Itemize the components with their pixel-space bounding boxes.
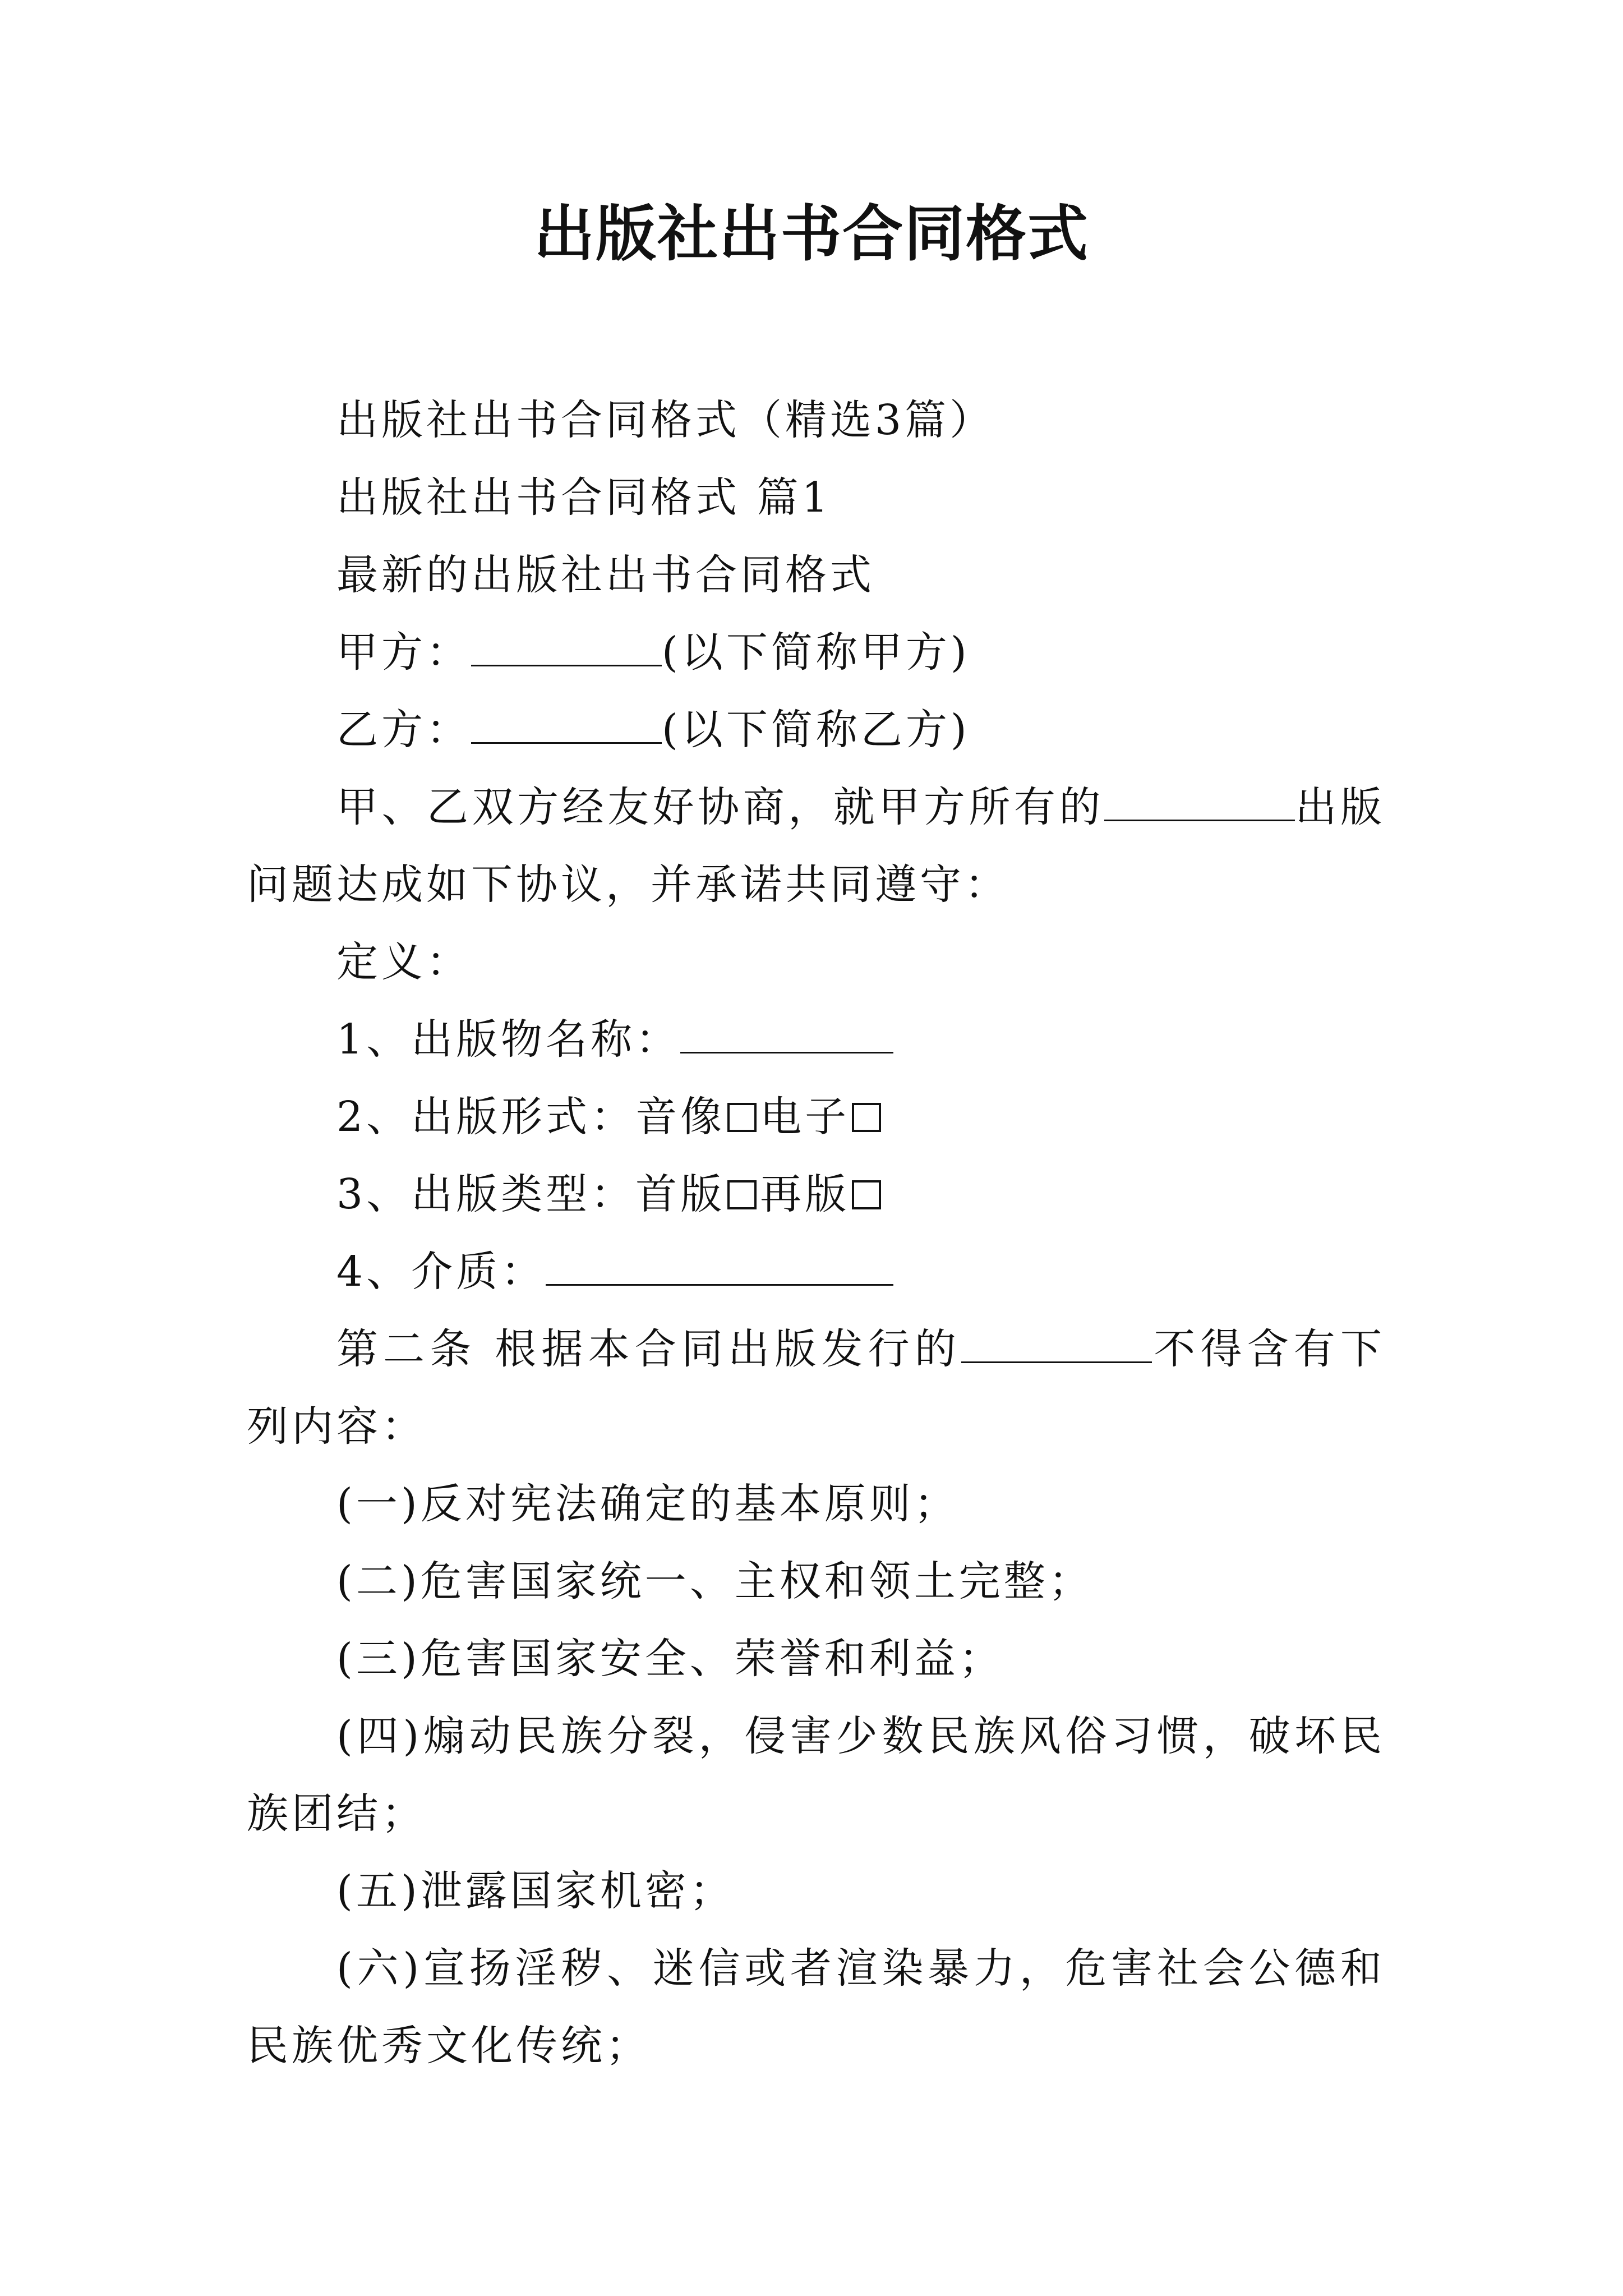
document-body [247, 381, 1385, 2085]
list-item-3: (三)危害国家安全、荣誉和利益； [336, 1635, 1004, 1683]
list-item-2: (二)危害国家统一、主权和领土完整； [336, 1557, 1094, 1605]
medium-label: 4、介质： [336, 1248, 546, 1296]
party-b-note: (以下简称乙方) [662, 706, 970, 754]
electronic-label: 电子 [760, 1093, 850, 1141]
audio-video-checkbox [727, 1103, 757, 1132]
reprint-label: 再版 [760, 1170, 850, 1218]
paragraph-agreement-intro [247, 769, 1385, 923]
paragraph-party-a [247, 614, 1385, 691]
list-item-6: (六)宣扬淫秽、迷信或者渲染暴力，危害社会公德和民族优秀文化传统； [247, 1944, 1385, 2070]
document-title: 出版社出书合同格式 [533, 199, 1089, 269]
paragraph-medium [247, 1233, 1385, 1310]
agreement-intro-text-start: 甲、乙双方经友好协商，就甲方所有的 [336, 783, 1104, 831]
article-two-text-end: 不得含有下列内容： [247, 1325, 1385, 1451]
list-item-1: (一)反对宪法确定的基本原则； [336, 1480, 959, 1528]
article-two-text-start: 第二条 根据本合同出版发行的 [336, 1325, 962, 1373]
work-title-blank [1104, 780, 1295, 821]
paragraph-subtitle: 出版社出书合同格式（精选3篇） [336, 396, 995, 444]
paragraph-publication-form [247, 1078, 1385, 1156]
publication-form-label: 2、出版形式：音像 [336, 1093, 726, 1141]
article-two-blank [961, 1322, 1152, 1363]
paragraph-publication-type [247, 1156, 1385, 1233]
medium-blank [546, 1245, 893, 1286]
first-edition-checkbox [727, 1180, 757, 1209]
publication-name-blank [680, 1013, 893, 1053]
agreement-intro-text-end: 出版问题达成如下协议，并承诺共同遵守： [247, 783, 1386, 909]
party-b-label: 乙方： [336, 706, 471, 754]
reprint-checkbox [852, 1180, 881, 1209]
party-a-note: (以下简称甲方) [662, 628, 970, 677]
party-a-label: 甲方： [336, 628, 471, 677]
party-a-blank [471, 625, 662, 666]
list-item-4: (四)煽动民族分裂，侵害少数民族风俗习惯，破坏民族团结； [247, 1712, 1385, 1838]
paragraph-section-heading: 出版社出书合同格式 篇1 [336, 473, 832, 522]
publication-name-label: 1、出版物名称： [336, 1015, 681, 1064]
paragraph-party-b [247, 691, 1385, 769]
publication-type-label: 3、出版类型：首版 [336, 1170, 726, 1218]
party-b-blank [471, 703, 662, 744]
electronic-checkbox [852, 1103, 881, 1132]
paragraph-article-two [247, 1310, 1385, 1465]
list-item-5: (五)泄露国家机密； [336, 1867, 735, 1915]
paragraph-publication-name [247, 1001, 1385, 1078]
paragraph-heading: 最新的出版社出书合同格式 [336, 551, 875, 599]
paragraph-definitions: 定义： [336, 938, 471, 986]
